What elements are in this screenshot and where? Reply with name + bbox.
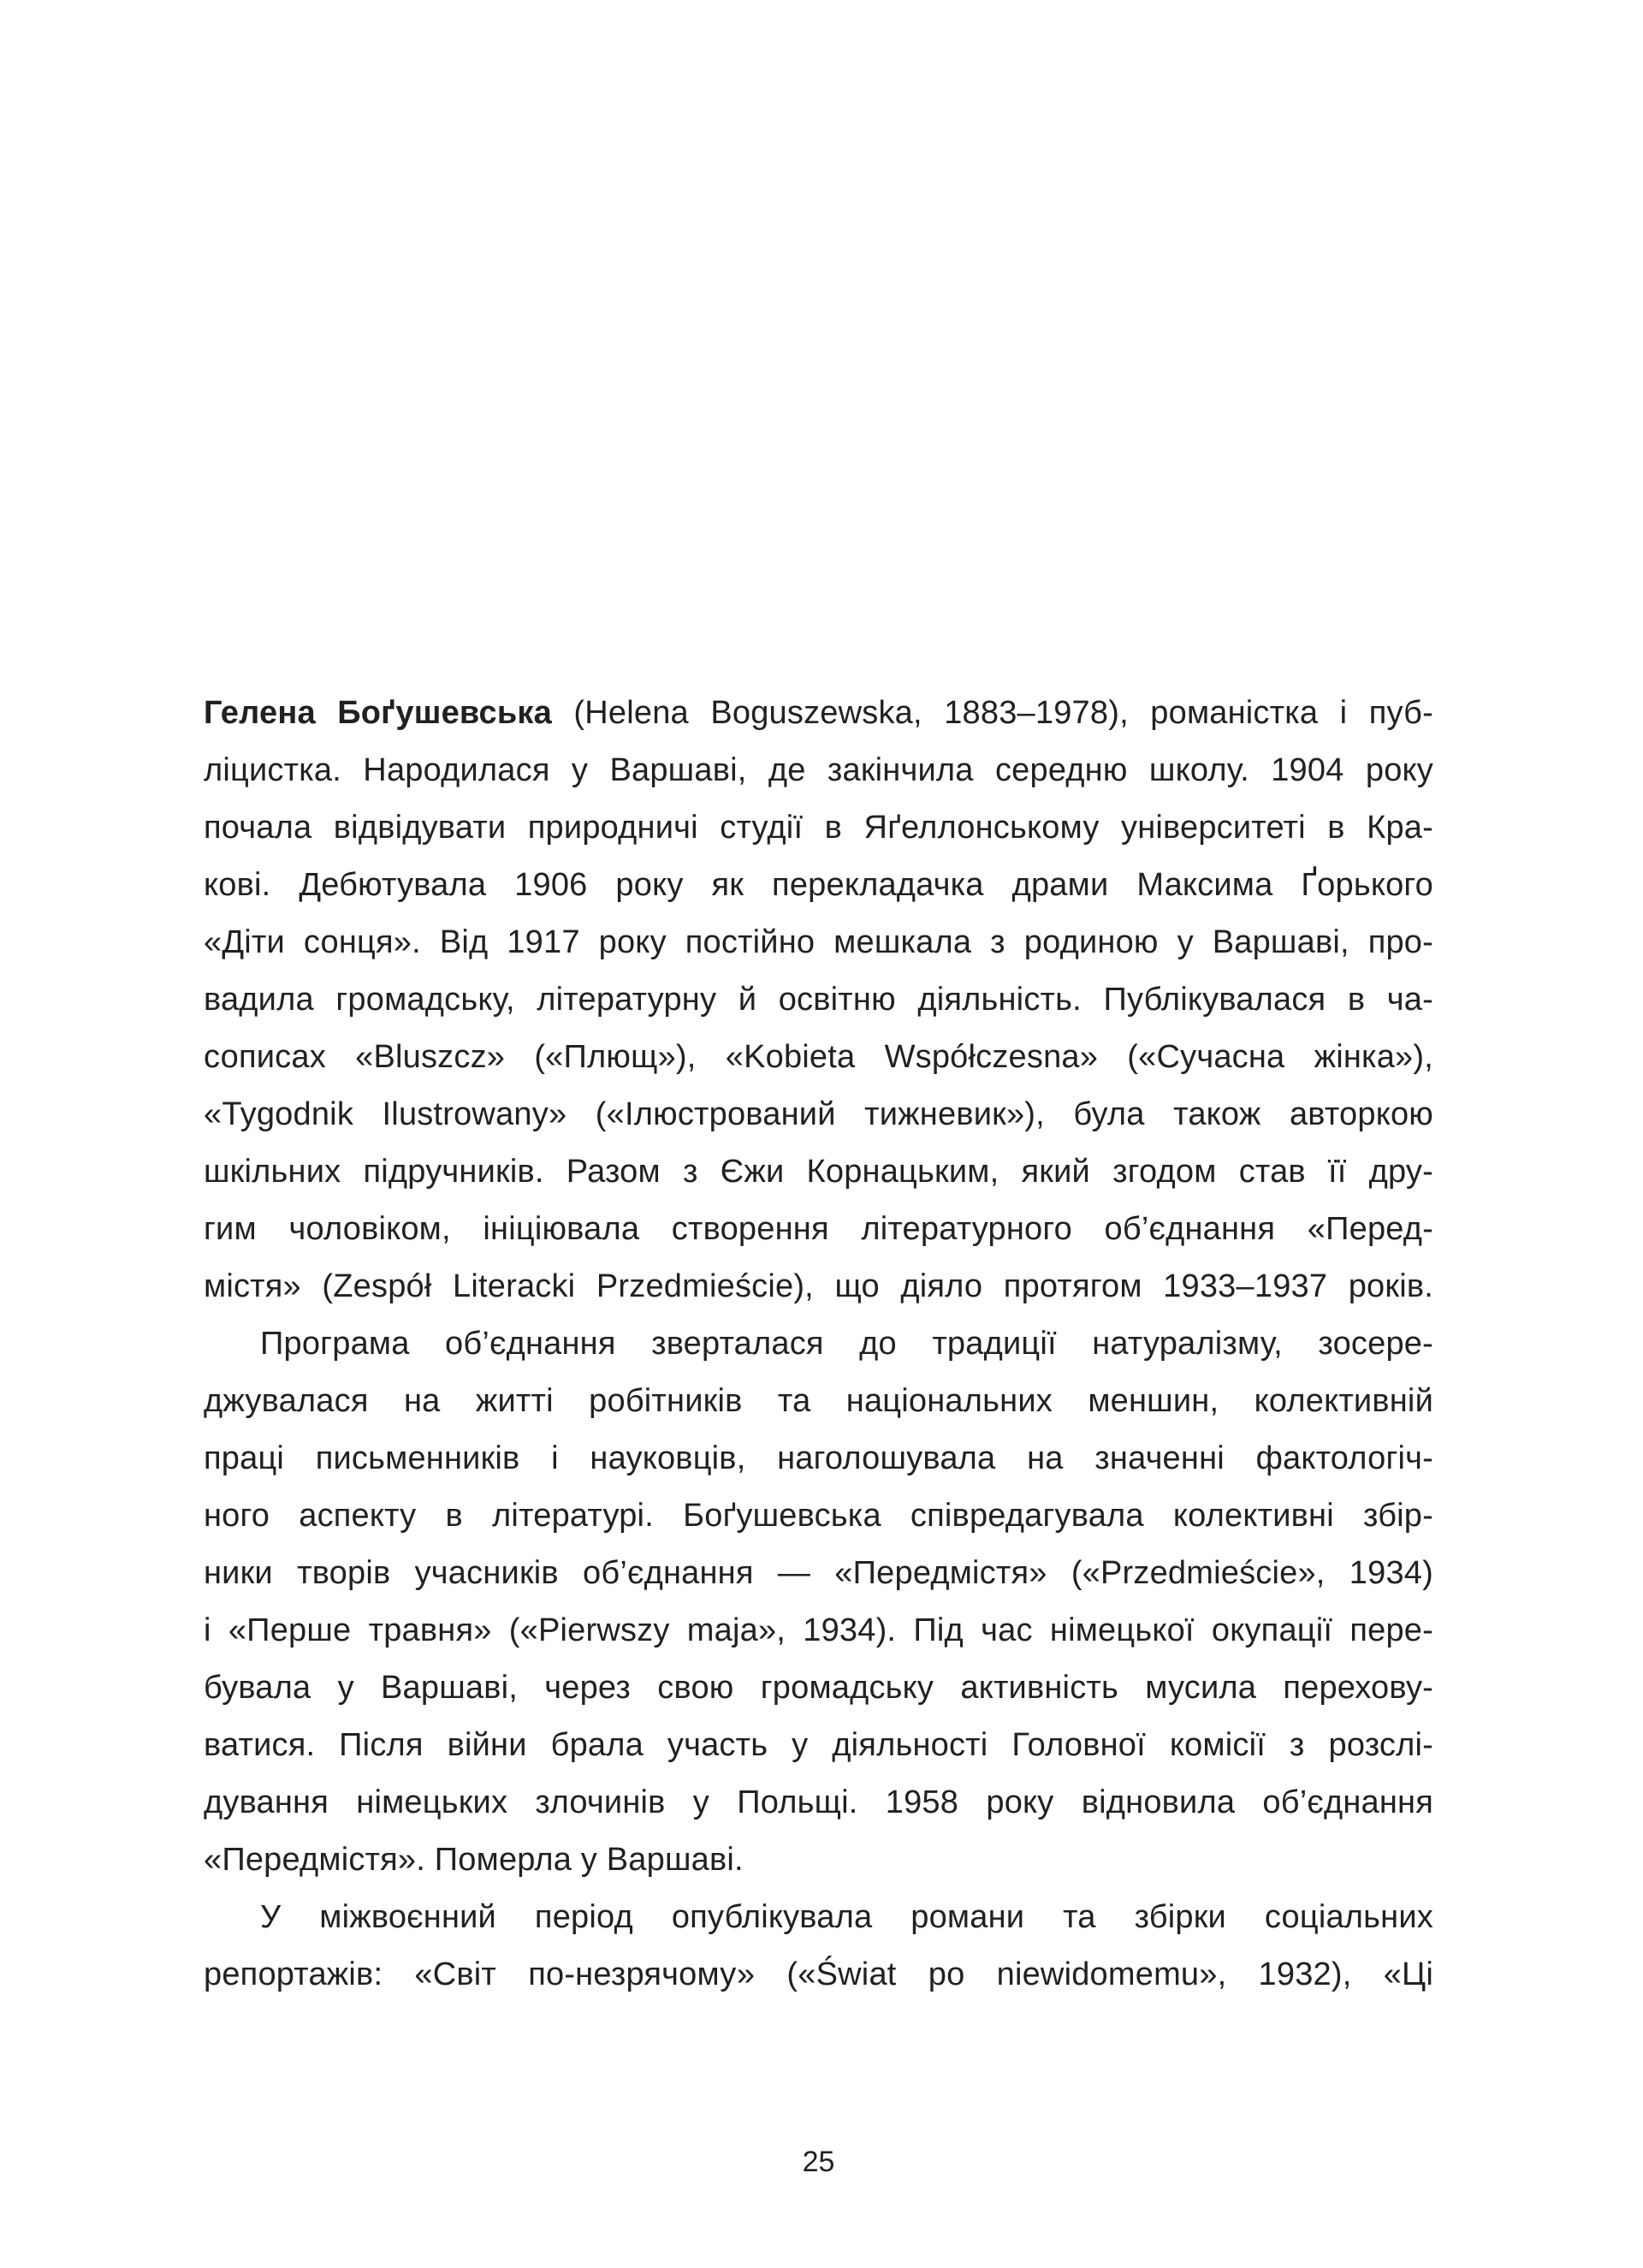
text-line — [204, 685, 1433, 742]
text-line: містя» (Zespół Literacki Przedmieście), що діяло протягом 1933–1937 років. — [204, 1268, 1433, 1304]
text-line: ного аспекту в літературі. Боґушевська співредагувала колективні збір- — [204, 1498, 1433, 1534]
text-line: почала відвідувати природничі студії в Яґеллонському університеті в Кра- — [204, 810, 1433, 846]
text-line: гим чоловіком, ініціювала створення літературного об’єднання «Перед- — [204, 1211, 1433, 1247]
text-line: і «Перше травня» («Pierwszy maja», 1934). Під час німецької окупації пере- — [204, 1612, 1433, 1648]
text-line: ліцистка. Народилася у Варшаві, де закінчила середню школу. 1904 року — [204, 752, 1433, 788]
text-line: кові. Дебютувала 1906 року як перекладачка драми Максима Ґорького — [204, 867, 1433, 903]
text-line: репортажів: «Світ по-незрячому» («Świat po niewidomemu», 1932), «Ці — [204, 1956, 1433, 1992]
text-span: (Helena Boguszewska, 1883–1978), романістка і пуб- — [551, 695, 1434, 731]
text-line: «Діти сонця». Від 1917 року постійно мешкала з родиною у Варшаві, про- — [204, 924, 1433, 960]
person-name: Гелена Боґушевська — [204, 695, 552, 731]
text-line: сописах «Bluszcz» («Плющ»), «Kobieta Współczesna» («Сучасна жінка»), — [204, 1039, 1433, 1075]
text-line: дування німецьких злочинів у Польщі. 1958 року відновила об’єднання — [204, 1784, 1433, 1820]
text-line: праці письменників і науковців, наголошувала на значенні фактологіч- — [204, 1440, 1433, 1476]
page-number: 25 — [802, 2146, 835, 2178]
body-text — [204, 685, 1433, 2004]
paragraph-bio — [204, 685, 1433, 1315]
text-line: бувала у Варшаві, через свою громадську активність мусила перехову- — [204, 1670, 1433, 1706]
text-line: шкільних підручників. Разом з Єжи Корнацьким, який згодом став її дру- — [204, 1154, 1433, 1190]
text-line: джувалася на житті робітників та національних меншин, колективній — [204, 1383, 1433, 1419]
paragraph-works — [204, 1889, 1433, 2004]
text-line: «Передмістя». Померла у Варшаві. — [204, 1842, 744, 1878]
text-line: Програма об’єднання зверталася до традиції натуралізму, зосере- — [260, 1326, 1433, 1362]
text-line: ватися. Після війни брала участь у діяльності Головної комісії з розслі- — [204, 1727, 1433, 1763]
text-line: вадила громадську, літературну й освітню діяльність. Публікувалася в ча- — [204, 982, 1433, 1018]
text-line: У міжвоєнний період опублікувала романи та збірки соціальних — [260, 1899, 1433, 1935]
text-line: «Tygodnik Ilustrowany» («Ілюстрований тижневик»), була також авторкою — [204, 1096, 1433, 1132]
text-line: ники творів учасників об’єднання — «Передмістя» («Przedmieście», 1934) — [204, 1555, 1433, 1591]
paragraph-program — [204, 1315, 1433, 1889]
